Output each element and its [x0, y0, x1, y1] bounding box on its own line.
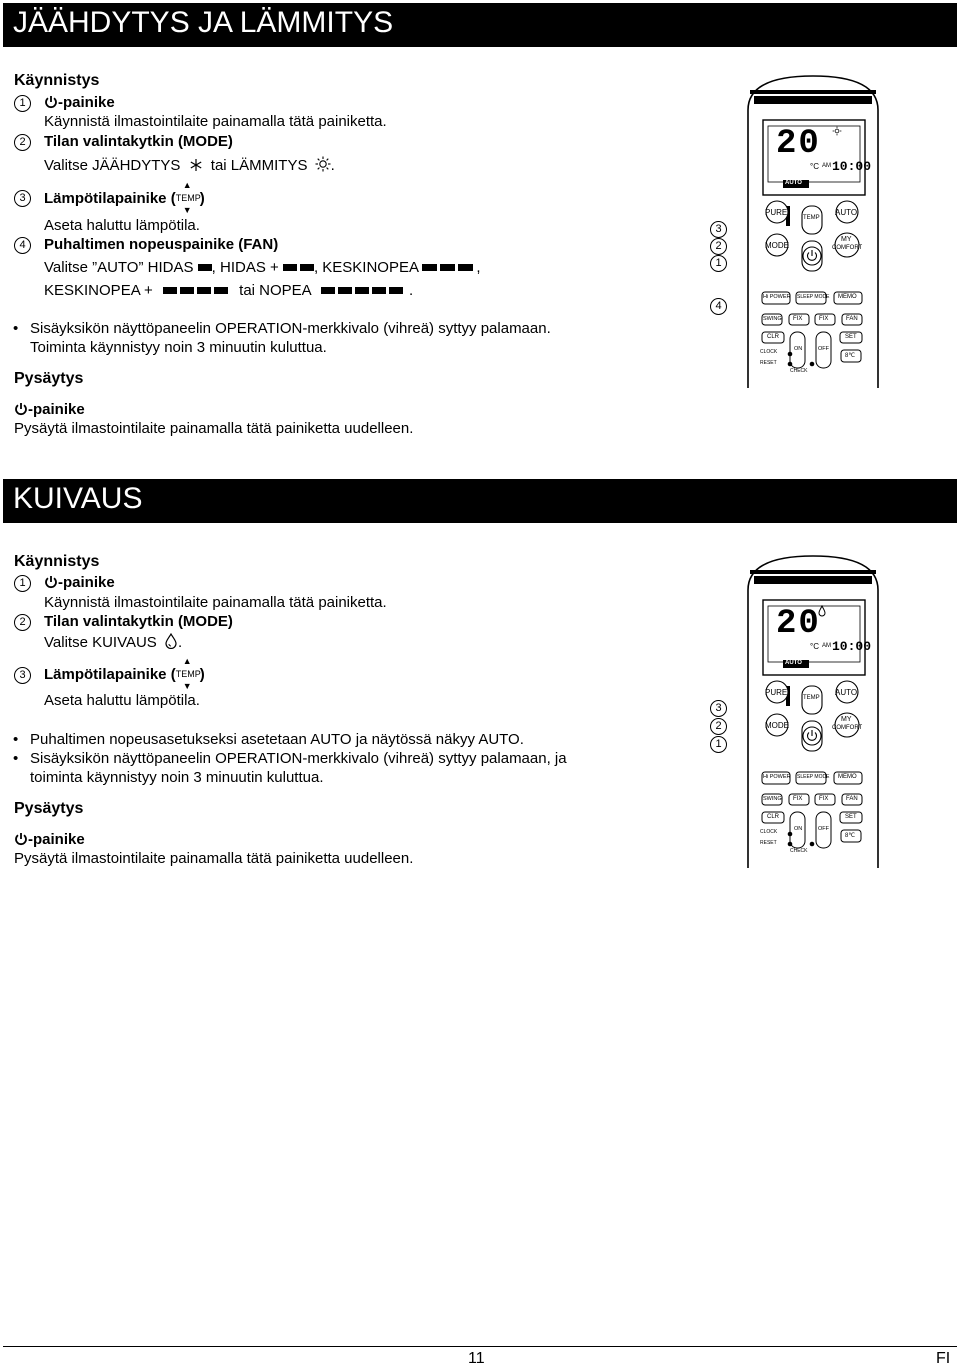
fan-speed-2a-icon: [283, 264, 297, 271]
clock-button[interactable]: CLOCK: [760, 829, 778, 835]
auto-button[interactable]: AUTO: [835, 688, 858, 697]
set-button[interactable]: SET: [845, 334, 857, 340]
step-marker-1: 1: [14, 575, 31, 592]
power-icon: [14, 832, 28, 846]
start-heading: Käynnistys: [14, 72, 100, 89]
step3-text-2: Aseta haluttu lämpötila.: [44, 692, 200, 709]
temp-arrows: [176, 180, 200, 216]
up-arrow-icon: ▲: [182, 656, 192, 666]
off-button[interactable]: OFF: [818, 826, 829, 832]
clock-button[interactable]: CLOCK: [760, 349, 778, 355]
start-heading-2: Käynnistys: [14, 553, 100, 570]
step3-label-b-2: ): [199, 666, 205, 683]
fix-button-1[interactable]: FIX: [793, 316, 803, 322]
step1-label-2: [44, 574, 115, 591]
stop-label-text: -painike: [28, 401, 85, 418]
display-auto: AUTO: [785, 180, 802, 186]
fan-text-d: ,: [476, 259, 481, 276]
bullet-text: • Sisäyksikön näyttöpaneelin OPERATION-merkkivalo (vihreä) syttyy palamaan.: [30, 320, 551, 337]
sleep-mode-button[interactable]: SLEEP MODE: [797, 774, 830, 780]
step3-label-a: Lämpötilapainike (: [44, 190, 176, 207]
remote2-marker-3: 3: [710, 700, 727, 717]
display-unit-2: °C: [810, 642, 819, 651]
fan-button[interactable]: FAN: [846, 796, 858, 802]
step-marker-2: 2: [14, 614, 31, 631]
bullet-text-cont: Toiminta käynnistyy noin 3 minuutin kuluttua.: [30, 339, 327, 356]
fan-speed-3-icon: [422, 259, 476, 276]
step-marker-3: 3: [14, 667, 31, 684]
fan-speed-2b-icon: [300, 264, 314, 271]
step-marker-3: 3: [14, 190, 31, 207]
fan-text-c: , KESKINOPEA: [313, 259, 419, 276]
step2-label-2: Tilan valintakytkin (MODE): [44, 613, 233, 630]
my-label: MY: [841, 716, 852, 723]
8c-button[interactable]: 8℃: [845, 353, 856, 359]
step2-text: Valitse JÄÄHDYTYS tai LÄMMITYS .: [44, 157, 335, 174]
check-button[interactable]: CHECK: [790, 368, 808, 374]
fix-button-2[interactable]: FIX: [819, 796, 829, 802]
remote-marker-3: 3: [710, 221, 727, 238]
fan-speed-4-icon: [163, 282, 231, 299]
set-button[interactable]: SET: [845, 814, 857, 820]
sun-icon: [315, 156, 331, 172]
up-arrow-icon: ▲: [182, 180, 192, 190]
memo-button[interactable]: MEMO: [838, 294, 857, 300]
my-comfort-button[interactable]: COMFORT: [832, 725, 863, 731]
display-time-2: 10:00: [832, 639, 872, 654]
8c-button[interactable]: 8℃: [845, 833, 856, 839]
page-number: 11: [468, 1350, 485, 1367]
auto-button[interactable]: AUTO: [835, 208, 858, 217]
step1-label-text-2: -painike: [58, 574, 115, 591]
fan-text-g: .: [409, 282, 414, 299]
step4-label: Puhaltimen nopeuspainike (FAN): [44, 236, 279, 253]
my-comfort-button[interactable]: COMFORT: [832, 245, 863, 251]
step-marker-1: 1: [14, 95, 31, 112]
stop-text: Pysäytä ilmastointilaite painamalla tätä painiketta uudelleen.: [14, 420, 414, 437]
clr-button[interactable]: CLR: [767, 334, 780, 340]
fix-button-2[interactable]: FIX: [819, 316, 829, 322]
swing-button[interactable]: SWING: [763, 316, 782, 322]
my-label: MY: [841, 236, 852, 243]
step-marker-4: 4: [14, 237, 31, 254]
bullet-text-2b: • Sisäyksikön näyttöpaneelin OPERATION-merkkivalo (vihreä) syttyy palamaan, ja: [30, 750, 567, 767]
remote-control-2: [746, 550, 880, 868]
step1-label-text: -painike: [58, 94, 115, 111]
remote-control-1: [746, 70, 880, 388]
drop-icon: [164, 633, 178, 649]
remote-marker-2: 2: [710, 238, 727, 255]
temp-word: TEMP: [175, 193, 201, 203]
temp-word-2: TEMP: [175, 669, 201, 679]
step1-text: Käynnistä ilmastointilaite painamalla tätä painiketta.: [44, 113, 387, 130]
temp-arrows-2: [176, 656, 200, 692]
sun-icon: [832, 126, 842, 136]
display-digits: 20: [776, 125, 821, 163]
clr-button[interactable]: CLR: [767, 814, 780, 820]
fan-text-a: Valitse ”AUTO” HIDAS: [44, 259, 194, 276]
stop-label-2: [14, 831, 85, 848]
remote-marker-1: 1: [710, 255, 727, 272]
on-button[interactable]: ON: [794, 826, 803, 832]
step2-text-a-2: Valitse KUIVAUS: [44, 634, 157, 651]
bullet-text-2a: • Puhaltimen nopeusasetukseksi asetetaan AUTO ja näytössä näkyy AUTO.: [30, 731, 524, 748]
step3-text: Aseta haluttu lämpötila.: [44, 217, 200, 234]
check-button[interactable]: CHECK: [790, 848, 808, 854]
memo-button[interactable]: MEMO: [838, 774, 857, 780]
fan-speed-5-icon: [321, 282, 409, 299]
step3-label: [44, 180, 205, 220]
step1-text-2: Käynnistä ilmastointilaite painamalla tätä painiketta.: [44, 594, 387, 611]
stop-label: [14, 401, 85, 418]
language-code: FI: [936, 1350, 951, 1367]
hipower-button[interactable]: Hi POWER: [763, 774, 791, 780]
step4-text-line1: [44, 259, 481, 276]
swing-button[interactable]: SWING: [763, 796, 782, 802]
temp-button[interactable]: TEMP: [803, 695, 820, 701]
temp-button[interactable]: TEMP: [803, 215, 820, 221]
stop-heading: Pysäytys: [14, 370, 84, 387]
fix-button-1[interactable]: FIX: [793, 796, 803, 802]
power-icon: [44, 575, 58, 589]
step3-label-a-2: Lämpötilapainike (: [44, 666, 176, 683]
reset-button[interactable]: RESET: [760, 360, 777, 366]
mode-button[interactable]: MODE: [765, 241, 789, 250]
step-marker-2: 2: [14, 134, 31, 151]
down-arrow-icon: ▼: [182, 681, 192, 691]
stop-text-2: Pysäytä ilmastointilaite painamalla tätä painiketta uudelleen.: [14, 850, 414, 867]
step2-text-a: Valitse JÄÄHDYTYS: [44, 157, 181, 174]
step1-label: [44, 94, 115, 111]
display-am-2: AM: [822, 643, 831, 649]
pure-button[interactable]: PURE: [765, 688, 788, 697]
remote2-marker-1: 1: [710, 736, 727, 753]
step2-text-b: tai LÄMMITYS: [210, 157, 308, 174]
fan-speed-1-icon: [198, 264, 212, 271]
step3-label-b: ): [199, 190, 205, 207]
off-button[interactable]: OFF: [818, 346, 829, 352]
display-time: 10:00: [832, 159, 872, 174]
step2-text-b-2: .: [178, 634, 183, 651]
mode-button[interactable]: MODE: [765, 721, 789, 730]
section-title-drying: KUIVAUS: [3, 479, 957, 523]
display-auto-2: AUTO: [785, 660, 802, 666]
down-arrow-icon: ▼: [182, 205, 192, 215]
snowflake-icon: [189, 158, 203, 172]
stop-heading-2: Pysäytys: [14, 800, 84, 817]
power-icon: [14, 402, 28, 416]
fan-text-e: KESKINOPEA +: [44, 282, 153, 299]
reset-button[interactable]: RESET: [760, 840, 777, 846]
step4-text-line2: [44, 282, 413, 299]
fan-button[interactable]: FAN: [846, 316, 858, 322]
step3-label-2: [44, 656, 205, 696]
sleep-mode-button[interactable]: SLEEP MODE: [797, 294, 830, 300]
hipower-button[interactable]: Hi POWER: [763, 294, 791, 300]
remote2-marker-2: 2: [710, 718, 727, 735]
fan-text-b: , HIDAS +: [211, 259, 279, 276]
section-title-cooling-heating: JÄÄHDYTYS JA LÄMMITYS: [3, 3, 957, 47]
display-am: AM: [822, 163, 831, 169]
display-digits-2: 20: [776, 605, 821, 643]
step2-label: Tilan valintakytkin (MODE): [44, 133, 233, 150]
remote-marker-4: 4: [710, 298, 727, 315]
display-unit: °C: [810, 162, 819, 171]
power-icon: [44, 95, 58, 109]
fan-text-f: tai NOPEA: [239, 282, 311, 299]
pure-button[interactable]: PURE: [765, 208, 788, 217]
stop-label-text-2: -painike: [28, 831, 85, 848]
step2-text-2: [44, 633, 182, 651]
on-button[interactable]: ON: [794, 346, 803, 352]
bullet-text-2b-cont: toiminta käynnistyy noin 3 minuutin kuluttua.: [30, 769, 324, 786]
footer-divider: [3, 1346, 957, 1347]
